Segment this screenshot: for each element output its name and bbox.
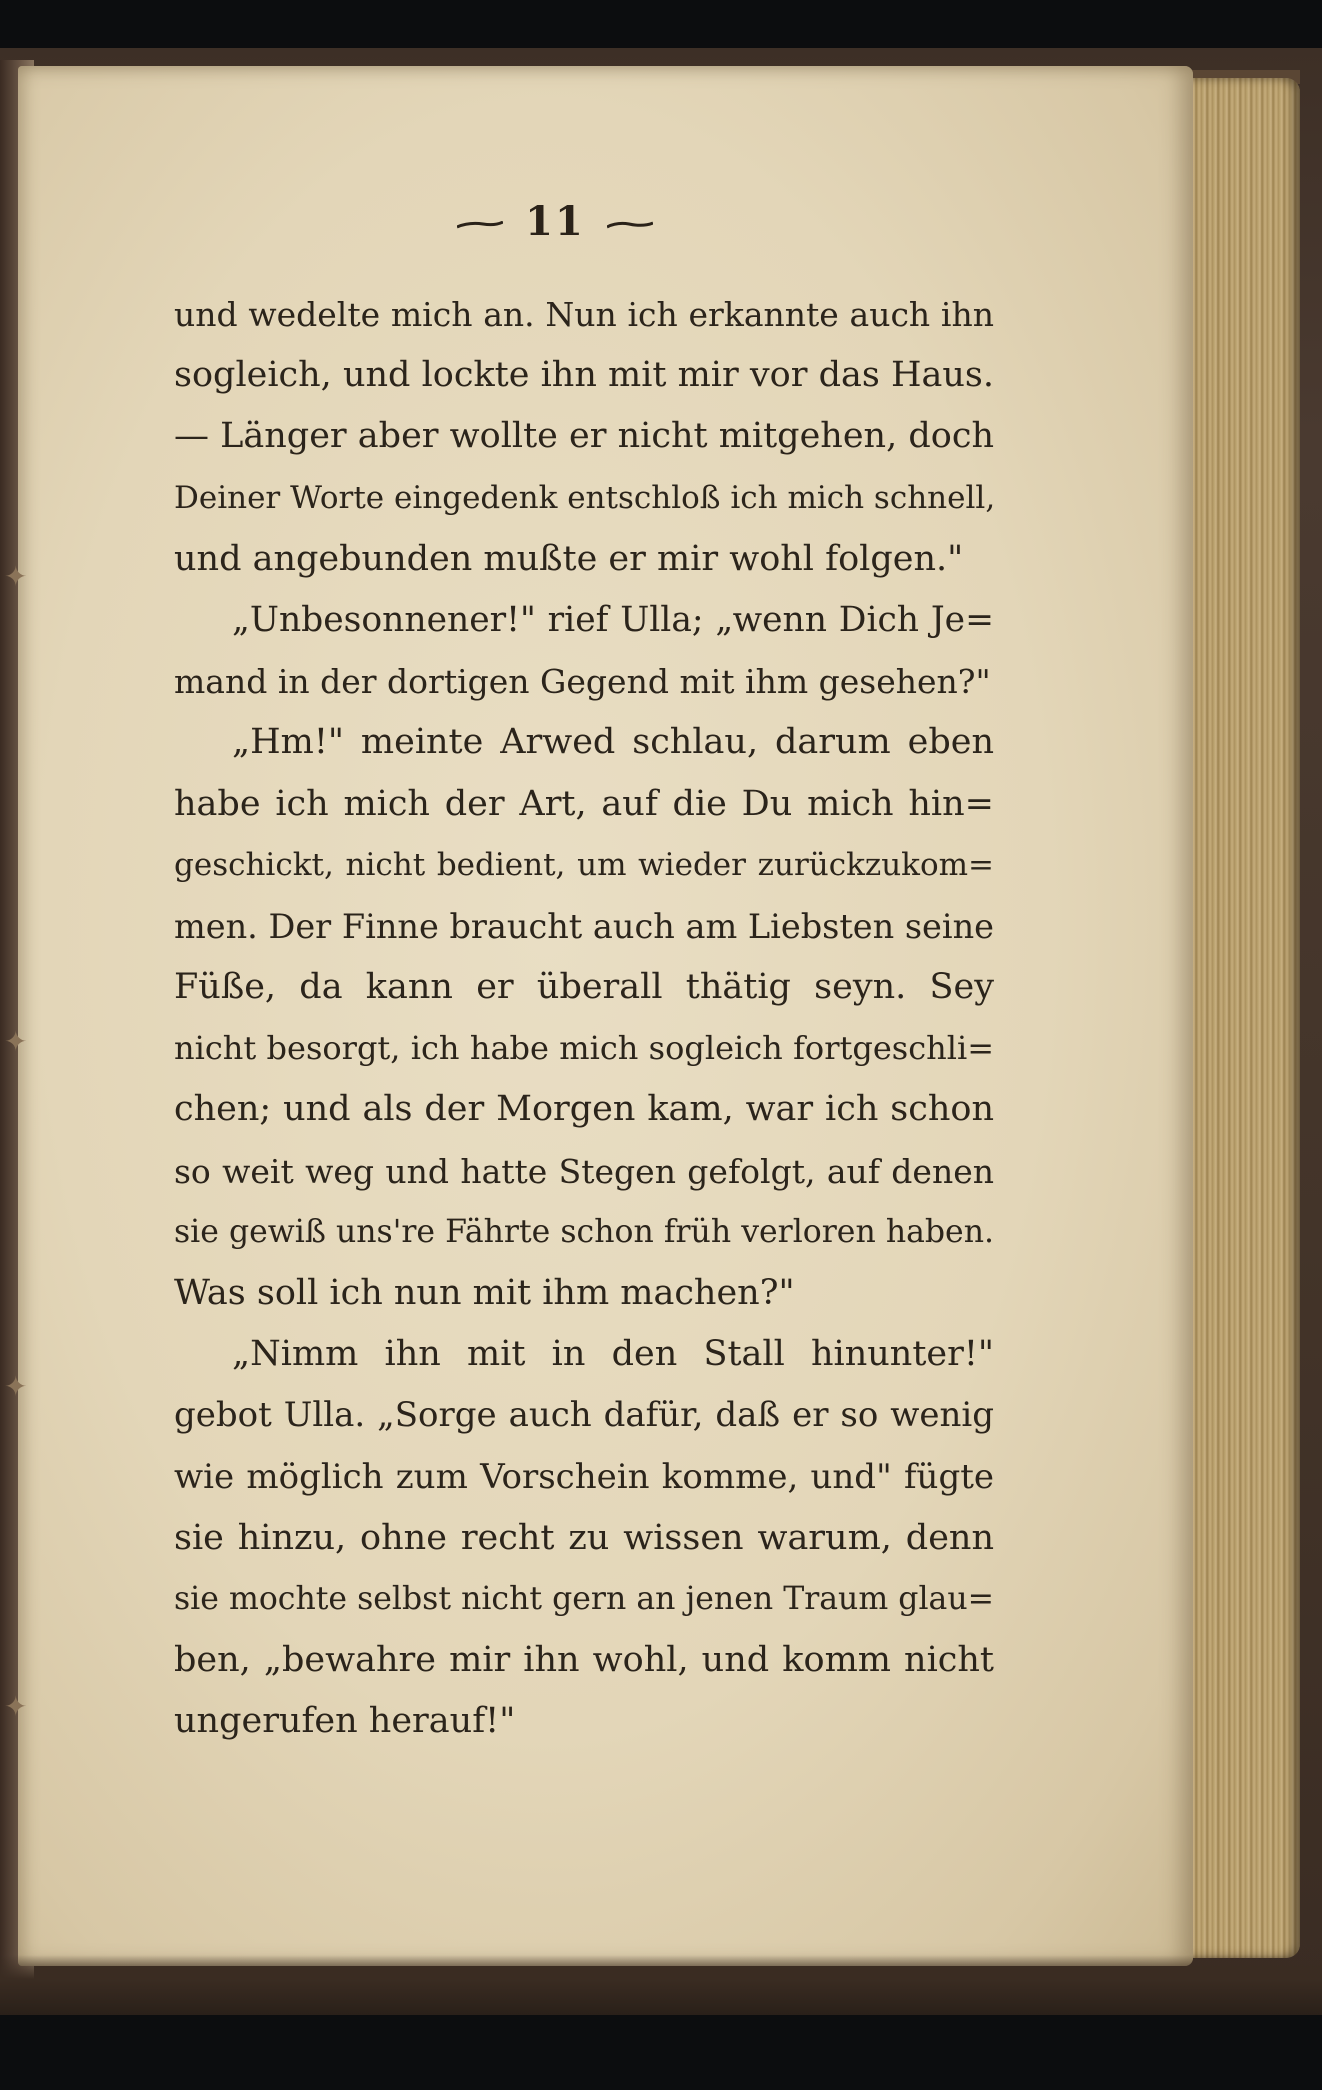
body-text — [174, 284, 994, 1753]
right-ornament — [607, 221, 653, 229]
text-line: Was soll ich nun mit ihm machen?" — [174, 1273, 795, 1313]
text-line: habe ich mich der Art, auf die Du mich hin= — [174, 783, 994, 824]
text-line: geschickt, nicht bedient, um wieder zurückzukom= — [174, 846, 994, 883]
binding-thread-mark: ✦ — [4, 560, 28, 593]
text-line: Füße, da kann er überall thätig seyn. Sey — [174, 967, 994, 1008]
text-line: mand in der dortigen Gegend mit ihm gesehen?" — [174, 662, 991, 702]
text-line: nicht besorgt, ich habe mich sogleich fortgeschli= — [174, 1029, 994, 1068]
binding-thread-mark: ✦ — [4, 1025, 28, 1058]
text-line: men. Der Finne braucht auch am Liebsten seine — [174, 906, 994, 946]
text-line: sie hinzu, ohne recht zu wissen warum, denn — [174, 1517, 994, 1558]
text-line: „Unbesonnener!" rief Ulla; „wenn Dich Je= — [232, 599, 994, 640]
page-header — [0, 198, 1110, 245]
text-line: ben, „bewahre mir ihn wohl, und komm nicht — [174, 1640, 994, 1681]
text-line: sogleich, und lockte ihn mit mir vor das Haus. — [174, 355, 994, 396]
text-line: und wedelte mich an. Nun ich erkannte auch ihn — [174, 295, 994, 334]
text-line: sie mochte selbst nicht gern an jenen Traum glau= — [174, 1580, 994, 1617]
page-edges — [1180, 78, 1300, 1958]
text-line: „Nimm ihn mit in den Stall hinunter!" — [232, 1334, 994, 1375]
bottom-shadow — [0, 1955, 1322, 2015]
text-line: sie gewiß uns're Fährte schon früh verloren haben. — [174, 1213, 994, 1250]
text-line: wie möglich zum Vorschein komme, und" fügte — [174, 1456, 994, 1497]
left-ornament — [457, 221, 503, 229]
text-line: und angebunden mußte er mir wohl folgen." — [174, 538, 964, 579]
text-line: „Hm!" meinte Arwed schlau, darum eben — [232, 722, 994, 763]
text-line: chen; und als der Morgen kam, war ich schon — [174, 1089, 994, 1130]
text-line: ungerufen herauf!" — [174, 1701, 516, 1742]
text-line: — Länger aber wollte er nicht mitgehen, doch — [174, 416, 994, 457]
binding-thread-mark: ✦ — [4, 1690, 28, 1723]
page-number: 11 — [525, 198, 585, 245]
text-line: Deiner Worte eingedenk entschloß ich mich schnell, — [174, 479, 996, 516]
text-line: gebot Ulla. „Sorge auch dafür, daß er so wenig — [174, 1395, 994, 1436]
text-line: so weit weg und hatte Stegen gefolgt, auf denen — [174, 1151, 994, 1191]
binding-thread-mark: ✦ — [4, 1370, 28, 1403]
